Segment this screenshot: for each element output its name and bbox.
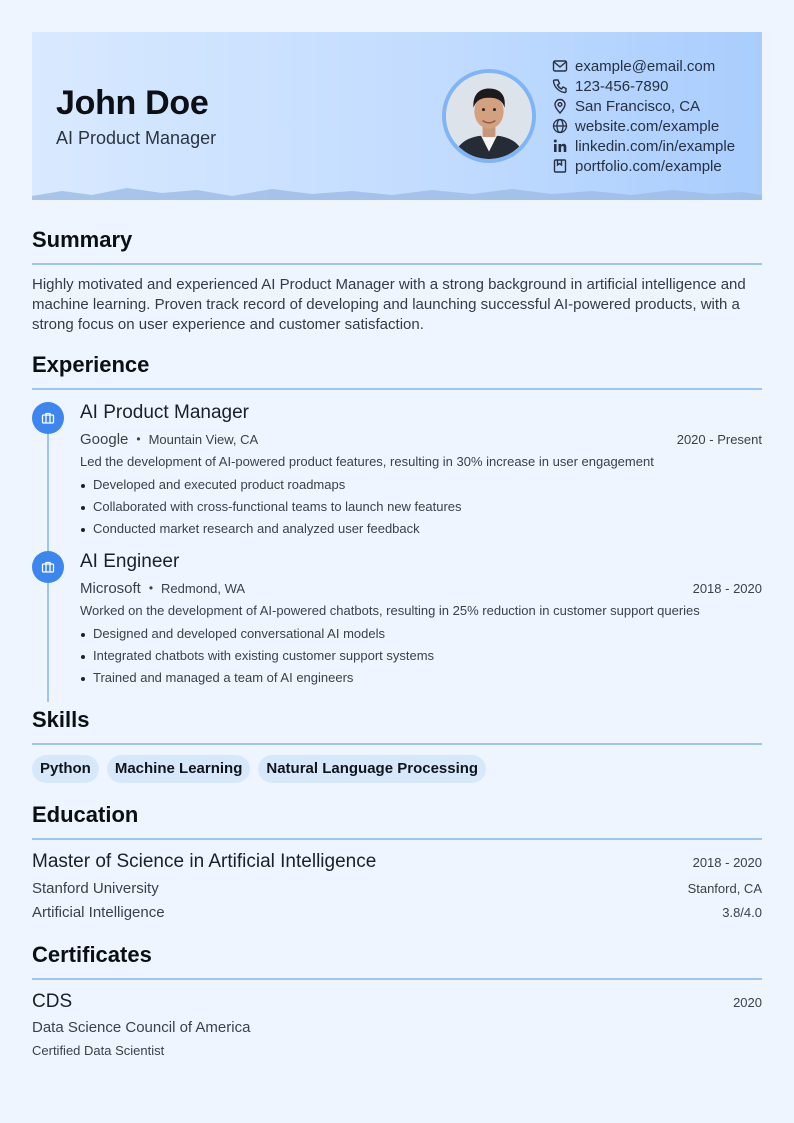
certificate-issuer: Data Science Council of America [32, 1019, 251, 1036]
education-header-row [32, 848, 762, 876]
skill-chips [32, 755, 762, 783]
job-title: AI Engineer [80, 551, 180, 572]
list-item: Collaborated with cross-functional teams to launch new features [80, 496, 762, 518]
list-item: Conducted market research and analyzed user feedback [80, 518, 762, 540]
education-section [32, 802, 762, 924]
job-dates: 2018 - 2020 [692, 580, 762, 596]
experience-section [32, 352, 762, 689]
skill-chip: Python [32, 755, 99, 783]
portfolio-icon [552, 158, 568, 174]
briefcase-icon [32, 551, 64, 583]
bullet-separator: • [148, 581, 154, 595]
job-dates: 2020 - Present [676, 431, 762, 447]
job-description: Worked on the development of AI-powered chatbots, resulting in 25% reduction in customer support queries [80, 603, 700, 618]
contact-linkedin[interactable] [552, 136, 735, 156]
job-entry [32, 400, 762, 540]
education-location: Stanford, CA [687, 880, 762, 896]
contact-text: website.com/example [575, 117, 720, 135]
list-item: Designed and developed conversational AI models [80, 623, 762, 645]
candidate-role: AI Product Manager [56, 128, 217, 148]
section-title: Experience [32, 352, 762, 390]
job-title: AI Product Manager [80, 402, 249, 423]
education-school-row [32, 876, 762, 900]
phone-icon [552, 78, 568, 94]
list-item: Developed and executed product roadmaps [80, 474, 762, 496]
certificate-header-row [32, 988, 762, 1016]
contact-email[interactable] [552, 56, 735, 76]
profile-photo [442, 69, 536, 163]
job-entry [32, 549, 762, 689]
resume-header [32, 32, 762, 200]
contact-phone[interactable] [552, 76, 735, 96]
job-meta [80, 575, 762, 601]
linkedin-icon [552, 138, 568, 154]
job-location: Mountain View, CA [148, 431, 259, 447]
education-degree: Master of Science in Artificial Intelligence [32, 851, 377, 872]
certificates-section [32, 942, 762, 1062]
job-bullets [80, 474, 762, 540]
contact-location [552, 96, 735, 116]
skill-chip: Machine Learning [107, 755, 251, 783]
certificate-description: Certified Data Scientist [32, 1043, 165, 1058]
summary-text: Highly motivated and experienced AI Product Manager with a strong background in artificial intelligence and machine learning. Proven track record of developing and launching successful AI-powered products, with a strong focus on user experience and customer satisfaction. [32, 276, 746, 333]
job-bullets [80, 623, 762, 689]
education-gpa: 3.8/4.0 [722, 904, 762, 920]
contact-portfolio[interactable] [552, 156, 735, 176]
job-company: Microsoft [80, 579, 141, 597]
education-school: Stanford University [32, 879, 159, 897]
skill-chip: Natural Language Processing [258, 755, 486, 783]
resume-page [32, 32, 762, 1062]
contact-text: 123-456-7890 [575, 77, 669, 95]
education-field: Artificial Intelligence [32, 903, 165, 921]
candidate-name: John Doe [56, 84, 209, 122]
job-location: Redmond, WA [161, 580, 246, 596]
globe-icon [552, 118, 568, 134]
job-meta [80, 426, 762, 452]
section-title: Education [32, 802, 762, 840]
job-company: Google [80, 430, 129, 448]
certificate-name: CDS [32, 991, 73, 1012]
list-item: Integrated chatbots with existing customer support systems [80, 645, 762, 667]
list-item: Trained and managed a team of AI engineers [80, 667, 762, 689]
contact-list [552, 56, 735, 176]
contact-website[interactable] [552, 116, 735, 136]
section-title: Certificates [32, 942, 762, 980]
location-pin-icon [552, 98, 568, 114]
briefcase-icon [32, 402, 64, 434]
contact-text: linkedin.com/in/example [575, 137, 736, 155]
experience-timeline [32, 400, 762, 689]
education-field-row [32, 900, 762, 924]
contact-text: portfolio.com/example [575, 157, 722, 175]
summary-section [32, 227, 762, 335]
job-description: Led the development of AI-powered product features, resulting in 30% increase in user engagement [80, 454, 654, 469]
mail-icon [552, 58, 568, 74]
contact-text: San Francisco, CA [575, 97, 701, 115]
contact-text: example@email.com [575, 57, 716, 75]
skills-section [32, 707, 762, 783]
header-mountain-decoration [32, 186, 762, 200]
certificate-year: 2020 [733, 994, 762, 1010]
education-dates: 2018 - 2020 [692, 854, 762, 870]
section-title: Summary [32, 227, 762, 265]
bullet-separator: • [136, 432, 141, 446]
section-title: Skills [32, 707, 762, 745]
